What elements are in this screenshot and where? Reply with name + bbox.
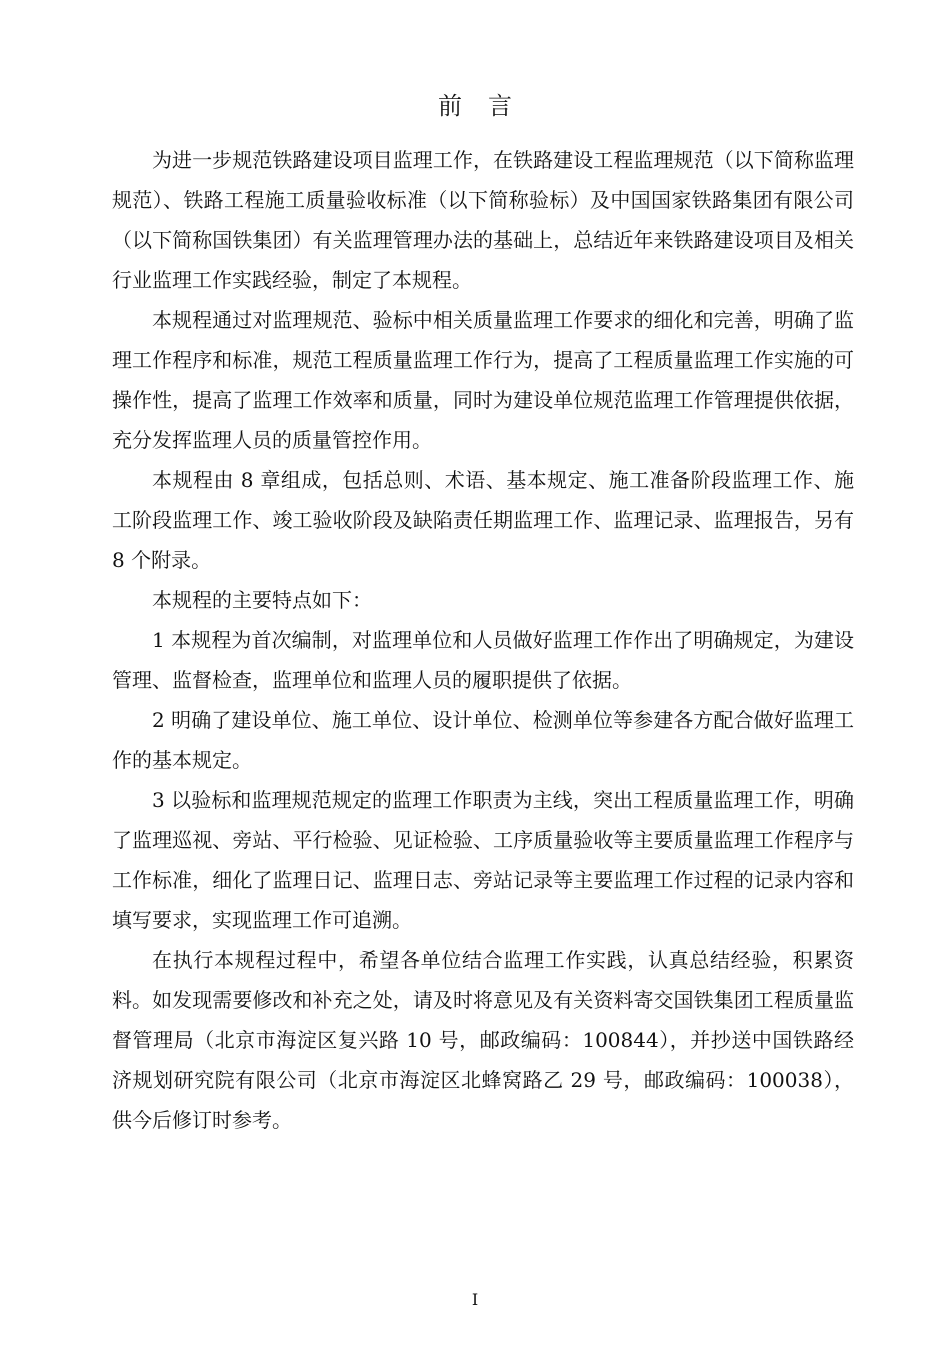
paragraph-features-intro: 本规程的主要特点如下： — [152, 588, 372, 612]
paragraph-feedback: 在执行本规程过程中，希望各单位结合监理工作实践，认真总结经验，积累资料。如发现需要修改和补充之处，请及时将意见及有关资料寄交国铁集团工程质量监督管理局（北京市海淀区复兴路 10 号，邮政编码：100844），并抄送中国铁路经济规划研究院有限公司（北京市海淀区北蜂窝路乙 29 号，邮政编码：100038），供今后修订时参考。 — [112, 948, 854, 1132]
body-text — [112, 140, 854, 1140]
page-title: 前言 — [438, 92, 538, 120]
paragraph-structure: 本规程由 8 章组成，包括总则、术语、基本规定、施工准备阶段监理工作、施工阶段监理工作、竣工验收阶段及缺陷责任期监理工作、监理记录、监理报告，另有 8 个附录。 — [112, 468, 854, 572]
paragraph-scope: 本规程通过对监理规范、验标中相关质量监理工作要求的细化和完善，明确了监理工作程序和标准，规范工程质量监理工作行为，提高了工程质量监理工作实施的可操作性，提高了监理工作效率和质量，同时为建设单位规范监理工作管理提供依据，充分发挥监理人员的质量管控作用。 — [112, 308, 854, 452]
page-number: I — [471, 1290, 479, 1309]
paragraph-feature-1: 1 本规程为首次编制，对监理单位和人员做好监理工作作出了明确规定，为建设管理、监督检查，监理单位和监理人员的履职提供了依据。 — [112, 628, 854, 692]
paragraph-purpose: 为进一步规范铁路建设项目监理工作，在铁路建设工程监理规范（以下简称监理规范）、铁路工程施工质量验收标准（以下简称验标）及中国国家铁路集团有限公司（以下简称国铁集团）有关监理管理办法的基础上，总结近年来铁路建设项目及相关行业监理工作实践经验，制定了本规程。 — [112, 148, 854, 292]
paragraph-feature-2: 2 明确了建设单位、施工单位、设计单位、检测单位等参建各方配合做好监理工作的基本规定。 — [112, 708, 854, 772]
paragraph-feature-3: 3 以验标和监理规范规定的监理工作职责为主线，突出工程质量监理工作，明确了监理巡视、旁站、平行检验、见证检验、工序质量验收等主要质量监理工作程序与工作标准，细化了监理日记、监理日志、旁站记录等主要监理工作过程的记录内容和填写要求，实现监理工作可追溯。 — [112, 788, 854, 932]
